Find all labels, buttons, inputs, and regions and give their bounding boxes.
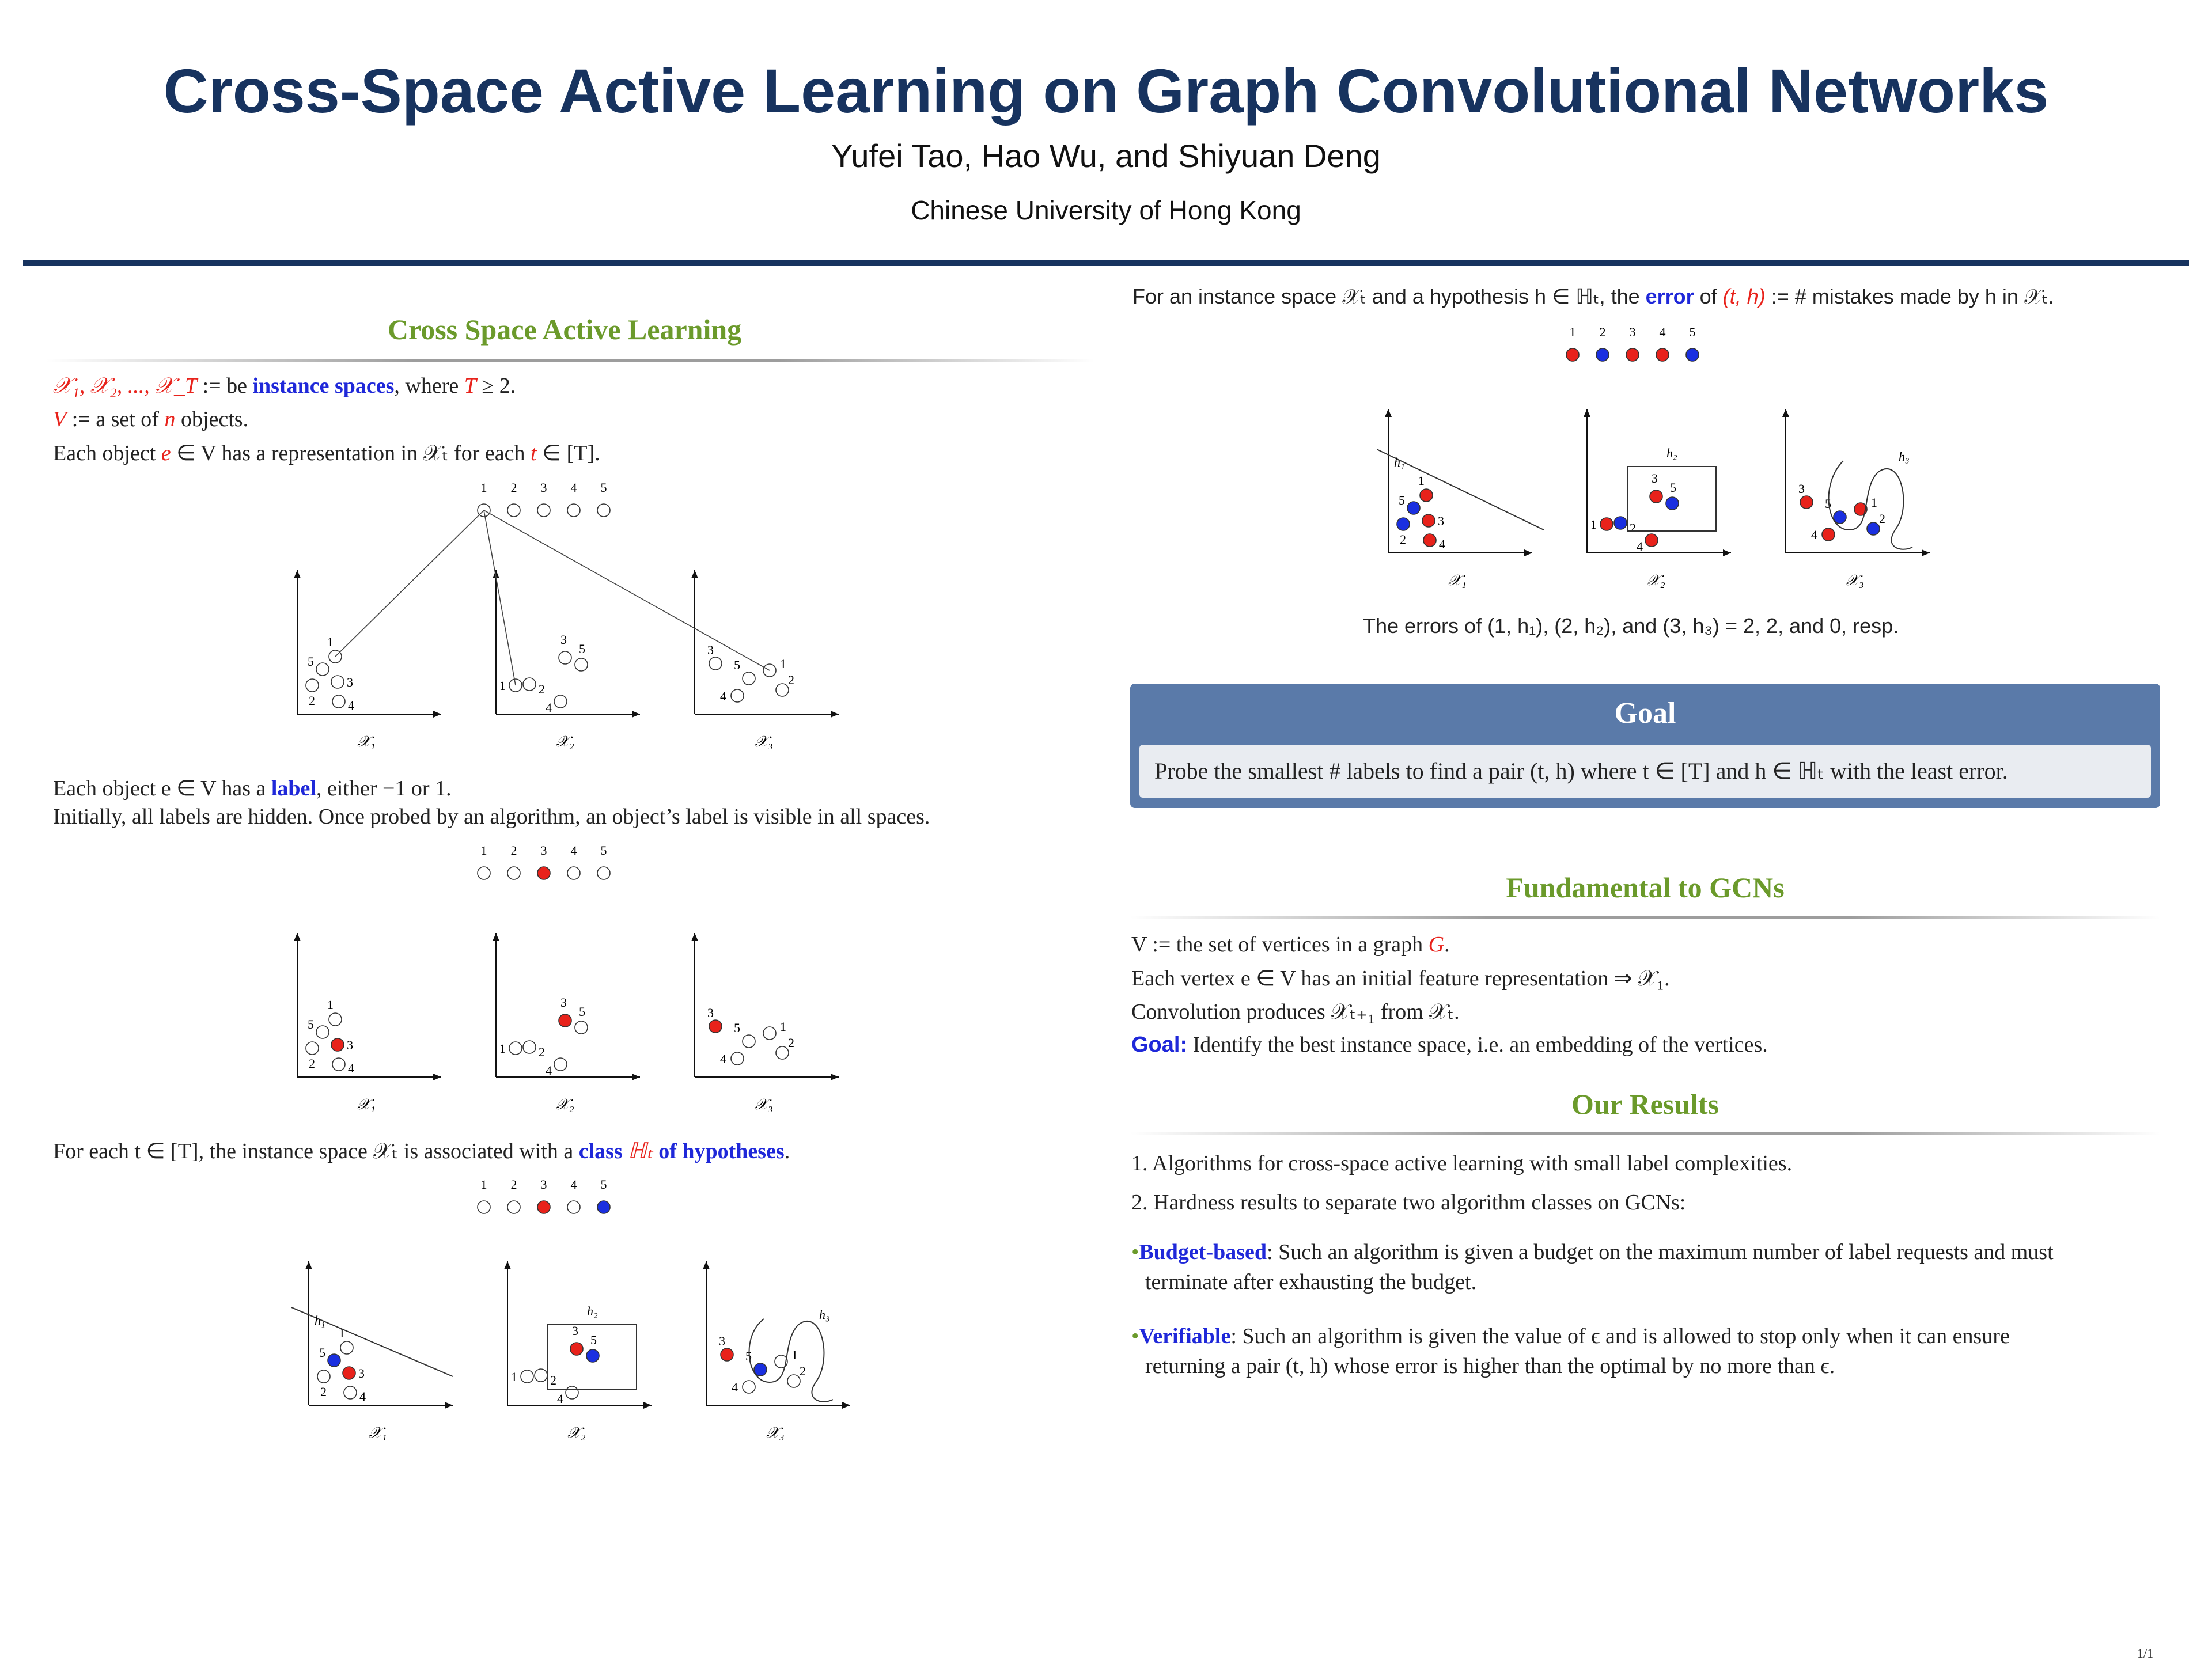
object-id-label: 3 xyxy=(540,843,547,858)
point-label: 4 xyxy=(546,700,552,715)
point-dot xyxy=(787,1375,800,1387)
point-label: 2 xyxy=(309,693,315,708)
axis-arrow xyxy=(1782,409,1789,417)
point-label: 2 xyxy=(1400,532,1406,547)
point-dot xyxy=(523,678,536,691)
point-dot xyxy=(575,1021,588,1034)
point-dot xyxy=(559,1014,571,1027)
space-label: 𝒳₂ xyxy=(556,733,574,750)
point-dot xyxy=(1420,489,1433,502)
axis-arrow xyxy=(433,1074,441,1080)
point-dot xyxy=(332,695,345,708)
axis-arrow xyxy=(703,1261,710,1269)
space-label: 𝒳₁ xyxy=(1448,572,1467,589)
gcn-line-3: Convolution produces 𝒳ₜ₊₁ from 𝒳ₜ. xyxy=(1131,1000,1460,1024)
hypothesis-label: h₂ xyxy=(1666,446,1677,460)
point-label: 3 xyxy=(347,675,353,689)
axis-arrow xyxy=(691,570,698,578)
hypothesis-label: h₃ xyxy=(1899,449,1910,464)
point-dot xyxy=(1800,496,1813,509)
space-label: 𝒳₂ xyxy=(567,1424,586,1441)
point-label: 5 xyxy=(590,1333,597,1347)
point-label: 4 xyxy=(1811,528,1817,542)
object-id-label: 3 xyxy=(1629,325,1636,339)
point-dot xyxy=(328,1354,340,1367)
point-dot xyxy=(1822,528,1835,541)
object-dot xyxy=(537,867,550,879)
section-rule xyxy=(46,359,1094,362)
space-label: 𝒳₂ xyxy=(556,1096,574,1113)
point-dot xyxy=(570,1343,583,1355)
axis-arrow xyxy=(842,1402,850,1409)
point-label: 1 xyxy=(1871,495,1877,510)
point-dot xyxy=(306,1042,319,1055)
result-1: 1. Algorithms for cross-space active learning with small label complexities. xyxy=(1131,1151,1793,1175)
axis-arrow xyxy=(294,570,301,578)
axis-arrow xyxy=(1723,549,1731,556)
point-label: 3 xyxy=(347,1038,353,1052)
point-dot xyxy=(1423,534,1436,547)
object-id-label: 2 xyxy=(510,480,517,495)
goal-inner xyxy=(1139,745,2151,798)
axis-arrow xyxy=(1385,409,1392,417)
point-dot xyxy=(743,1381,755,1393)
hypothesis-label: h₃ xyxy=(819,1307,830,1322)
axis-arrow xyxy=(493,933,499,941)
axis-arrow xyxy=(305,1261,312,1269)
point-label: 2 xyxy=(539,1045,545,1059)
object-dot xyxy=(597,504,610,517)
point-label: 1 xyxy=(511,1370,517,1384)
point-label: 5 xyxy=(308,654,314,669)
point-label: 5 xyxy=(745,1349,752,1363)
section-rule xyxy=(1130,1132,2160,1135)
object-dot xyxy=(478,1201,490,1213)
point-label: 4 xyxy=(732,1380,738,1394)
object-dot xyxy=(567,867,580,879)
point-label: 1 xyxy=(499,1041,506,1056)
point-dot xyxy=(586,1349,599,1362)
point-label: 3 xyxy=(358,1366,365,1381)
point-dot xyxy=(1666,497,1679,510)
point-dot xyxy=(721,1348,733,1361)
object-id-label: 4 xyxy=(570,843,577,858)
gcn-line-2: Each vertex e ∈ V has an initial feature representation ⇒ 𝒳₁. xyxy=(1131,966,1670,991)
object-id-label: 3 xyxy=(540,1177,547,1192)
point-dot xyxy=(1650,490,1662,503)
object-id-label: 4 xyxy=(1659,325,1666,339)
axis-arrow xyxy=(1584,409,1590,417)
object-id-label: 5 xyxy=(600,1177,607,1192)
error-definition-line: For an instance space 𝒳ₜ and a hypothesis h ∈ ℍₜ, the error of (t, h) := # mistakes made by h in 𝒳ₜ. xyxy=(1132,285,2054,308)
point-label: 1 xyxy=(791,1348,798,1362)
point-label: 4 xyxy=(1637,539,1643,553)
point-label: 4 xyxy=(557,1391,563,1406)
bullet-budget-based-cont: terminate after exhausting the budget. xyxy=(1145,1270,1477,1294)
point-label: 3 xyxy=(572,1324,578,1338)
section-title-gcns: Fundamental to GCNs xyxy=(1506,871,1785,904)
object-id-label: 5 xyxy=(1689,325,1696,339)
point-label: 2 xyxy=(539,682,545,696)
representation-link xyxy=(335,510,484,657)
point-label: 1 xyxy=(780,1019,786,1034)
axis-arrow xyxy=(433,711,441,718)
point-dot xyxy=(554,695,567,708)
point-dot xyxy=(743,672,755,685)
axis-arrow xyxy=(504,1261,511,1269)
axis-arrow xyxy=(632,1074,640,1080)
object-dot xyxy=(1566,348,1579,361)
representation-link xyxy=(484,510,770,670)
figure-errors xyxy=(1377,323,1930,599)
point-label: 3 xyxy=(707,1006,714,1020)
point-dot xyxy=(535,1369,547,1382)
point-label: 1 xyxy=(780,657,786,671)
point-label: 3 xyxy=(707,643,714,657)
goal-text: Probe the smallest # labels to find a pair (t, h) where t ∈ [T] and h ∈ ℍₜ with the least error. xyxy=(1154,758,2008,784)
object-id-label: 4 xyxy=(570,480,577,495)
point-dot xyxy=(1397,518,1410,530)
point-label: 5 xyxy=(734,658,740,672)
point-label: 5 xyxy=(734,1021,740,1035)
space-label: 𝒳₃ xyxy=(766,1424,785,1441)
point-label: 4 xyxy=(720,689,726,703)
object-dot xyxy=(597,867,610,879)
figure-representations xyxy=(276,478,887,766)
errors-line: The errors of (1, h₁), (2, h₂), and (3, h₃) = 2, 2, and 0, resp. xyxy=(1363,614,1899,638)
point-dot xyxy=(575,658,588,671)
point-dot xyxy=(709,657,722,670)
point-dot xyxy=(317,1370,330,1383)
object-dot xyxy=(537,1201,550,1213)
point-dot xyxy=(1867,522,1880,535)
object-dot xyxy=(507,1201,520,1213)
point-label: 1 xyxy=(1418,473,1425,488)
object-id-label: 2 xyxy=(510,843,517,858)
axis-arrow xyxy=(1922,549,1930,556)
point-label: 1 xyxy=(499,678,506,693)
object-id-label: 3 xyxy=(540,480,547,495)
object-dot xyxy=(567,1201,580,1213)
space-label: 𝒳₁ xyxy=(357,733,376,750)
gcn-line-1: V := the set of vertices in a graph G. xyxy=(1131,932,1450,957)
object-dot xyxy=(507,867,520,879)
object-dot xyxy=(1596,348,1609,361)
bullet-verifiable: •Verifiable: Such an algorithm is given the value of ϵ and is allowed to stop only when it can ensure xyxy=(1131,1324,2010,1348)
object-id-label: 1 xyxy=(480,1177,487,1192)
object-dot xyxy=(1626,348,1639,361)
point-dot xyxy=(316,1026,329,1038)
object-dot xyxy=(567,504,580,517)
header-divider xyxy=(23,260,2189,266)
point-label: 1 xyxy=(327,998,334,1012)
point-label: 3 xyxy=(560,995,567,1010)
goal-title: Goal xyxy=(1614,697,1676,730)
point-label: 2 xyxy=(1630,521,1636,535)
point-label: 3 xyxy=(719,1334,725,1348)
point-dot xyxy=(331,1038,344,1051)
hypothesis-label: h₁ xyxy=(1394,455,1405,469)
point-label: 4 xyxy=(348,698,354,712)
point-label: 2 xyxy=(320,1385,327,1399)
section-title-results: Our Results xyxy=(1571,1088,1719,1120)
point-label: 1 xyxy=(327,635,334,649)
point-label: 3 xyxy=(1798,481,1805,496)
space-label: 𝒳₁ xyxy=(369,1424,387,1441)
point-label: 2 xyxy=(800,1364,806,1378)
point-dot xyxy=(329,1013,342,1026)
hypothesis-label: h₁ xyxy=(315,1313,325,1328)
point-dot xyxy=(523,1041,536,1053)
point-dot xyxy=(331,676,344,688)
object-id-label: 1 xyxy=(480,843,487,858)
poster-title: Cross-Space Active Learning on Graph Convolutional Networks xyxy=(163,56,2049,126)
point-dot xyxy=(343,1367,355,1379)
point-dot xyxy=(754,1363,767,1376)
point-dot xyxy=(332,1058,345,1071)
hypothesis-line: For each t ∈ [T], the instance space 𝒳ₜ is associated with a class ℍₜ of hypotheses. xyxy=(53,1139,790,1163)
gcn-line-4: Goal: Identify the best instance space, i.e. an embedding of the vertices. xyxy=(1131,1033,1768,1057)
point-dot xyxy=(316,663,329,676)
point-dot xyxy=(743,1035,755,1048)
point-label: 1 xyxy=(1590,517,1597,532)
point-dot xyxy=(731,1052,744,1065)
space-label: 𝒳₃ xyxy=(755,1096,773,1113)
axis-arrow xyxy=(643,1402,652,1409)
point-label: 2 xyxy=(309,1056,315,1071)
label-line-2: Initially, all labels are hidden. Once probed by an algorithm, an object’s label is visible in all spaces. xyxy=(53,805,930,829)
space-label: 𝒳₃ xyxy=(755,733,773,750)
poster-affiliation: Chinese University of Hong Kong xyxy=(911,195,1301,225)
bullet-budget-based: •Budget-based: Such an algorithm is given a budget on the maximum number of label requests and must xyxy=(1131,1240,2054,1264)
object-id-label: 2 xyxy=(510,1177,517,1192)
figure-hypotheses xyxy=(276,1175,887,1451)
point-dot xyxy=(1645,534,1658,547)
point-label: 2 xyxy=(1879,511,1885,526)
point-label: 4 xyxy=(348,1061,354,1075)
axis-arrow xyxy=(632,711,640,718)
result-2: 2. Hardness results to separate two algorithm classes on GCNs: xyxy=(1131,1190,1686,1215)
point-dot xyxy=(509,1042,522,1055)
point-label: 5 xyxy=(1399,493,1405,507)
intro-line-representation: Each object e ∈ V has a representation in 𝒳ₜ for each t ∈ [T]. xyxy=(53,441,600,465)
point-dot xyxy=(344,1386,357,1399)
point-dot xyxy=(776,1046,789,1059)
object-id-label: 5 xyxy=(600,480,607,495)
point-label: 3 xyxy=(560,632,567,647)
object-dot xyxy=(537,504,550,517)
point-dot xyxy=(559,651,571,664)
page-number: 1/1 xyxy=(2137,1646,2154,1660)
object-dot xyxy=(1656,348,1669,361)
bullet-verifiable-cont: returning a pair (t, h) whose error is higher than the optimal by no more than ϵ. xyxy=(1145,1354,1835,1378)
section-title-cross-space: Cross Space Active Learning xyxy=(387,313,742,346)
label-line-1: Each object e ∈ V has a label, either −1 or 1. xyxy=(53,776,452,801)
object-id-label: 4 xyxy=(570,1177,577,1192)
point-label: 4 xyxy=(720,1052,726,1066)
representation-link xyxy=(484,510,516,685)
point-label: 4 xyxy=(546,1063,552,1078)
goal-box xyxy=(1130,684,2160,808)
point-dot xyxy=(776,684,789,696)
object-id-label: 2 xyxy=(1599,325,1606,339)
point-label: 3 xyxy=(1438,514,1444,528)
object-id-label: 1 xyxy=(1569,325,1576,339)
point-dot xyxy=(1422,514,1435,527)
axis-arrow xyxy=(1524,549,1532,556)
point-dot xyxy=(1600,518,1613,530)
intro-line-objects: V := a set of n objects. xyxy=(53,407,249,431)
axis-arrow xyxy=(831,1074,839,1080)
point-label: 2 xyxy=(788,673,794,687)
axis-arrow xyxy=(445,1402,453,1409)
point-label: 4 xyxy=(359,1389,366,1404)
object-dot xyxy=(1686,348,1699,361)
point-dot xyxy=(709,1020,722,1033)
axis-arrow xyxy=(831,711,839,718)
point-dot xyxy=(554,1058,567,1071)
object-id-label: 5 xyxy=(600,843,607,858)
point-label: 2 xyxy=(550,1373,556,1387)
poster-authors: Yufei Tao, Hao Wu, and Shiyuan Deng xyxy=(831,138,1381,174)
point-dot xyxy=(340,1341,353,1354)
intro-line-spaces: 𝒳₁, 𝒳₂, ..., 𝒳_T := be instance spaces, where T ≥ 2. xyxy=(53,374,516,398)
point-dot xyxy=(763,1027,776,1040)
figure-probed-label xyxy=(276,841,887,1117)
object-dot xyxy=(597,1201,610,1213)
point-dot xyxy=(1614,517,1627,529)
point-label: 2 xyxy=(788,1036,794,1050)
axis-arrow xyxy=(294,933,301,941)
point-label: 5 xyxy=(308,1017,314,1032)
section-rule xyxy=(1130,916,2160,919)
object-id-label: 1 xyxy=(480,480,487,495)
point-dot xyxy=(306,679,319,692)
point-label: 5 xyxy=(319,1345,325,1360)
axis-arrow xyxy=(691,933,698,941)
space-label: 𝒳₃ xyxy=(1846,572,1864,589)
space-label: 𝒳₁ xyxy=(357,1096,376,1113)
point-dot xyxy=(731,689,744,702)
point-label: 5 xyxy=(579,1004,585,1019)
hypothesis-label: h₂ xyxy=(587,1304,598,1318)
object-dot xyxy=(478,867,490,879)
space-label: 𝒳₂ xyxy=(1647,572,1665,589)
point-label: 5 xyxy=(1825,496,1831,511)
point-label: 3 xyxy=(1652,471,1658,486)
point-label: 5 xyxy=(1670,480,1676,495)
point-label: 4 xyxy=(1439,537,1445,551)
point-dot xyxy=(566,1386,578,1399)
point-dot xyxy=(521,1370,533,1383)
point-dot xyxy=(1407,502,1420,514)
point-label: 1 xyxy=(339,1326,345,1340)
point-label: 5 xyxy=(579,642,585,656)
object-dot xyxy=(507,504,520,517)
